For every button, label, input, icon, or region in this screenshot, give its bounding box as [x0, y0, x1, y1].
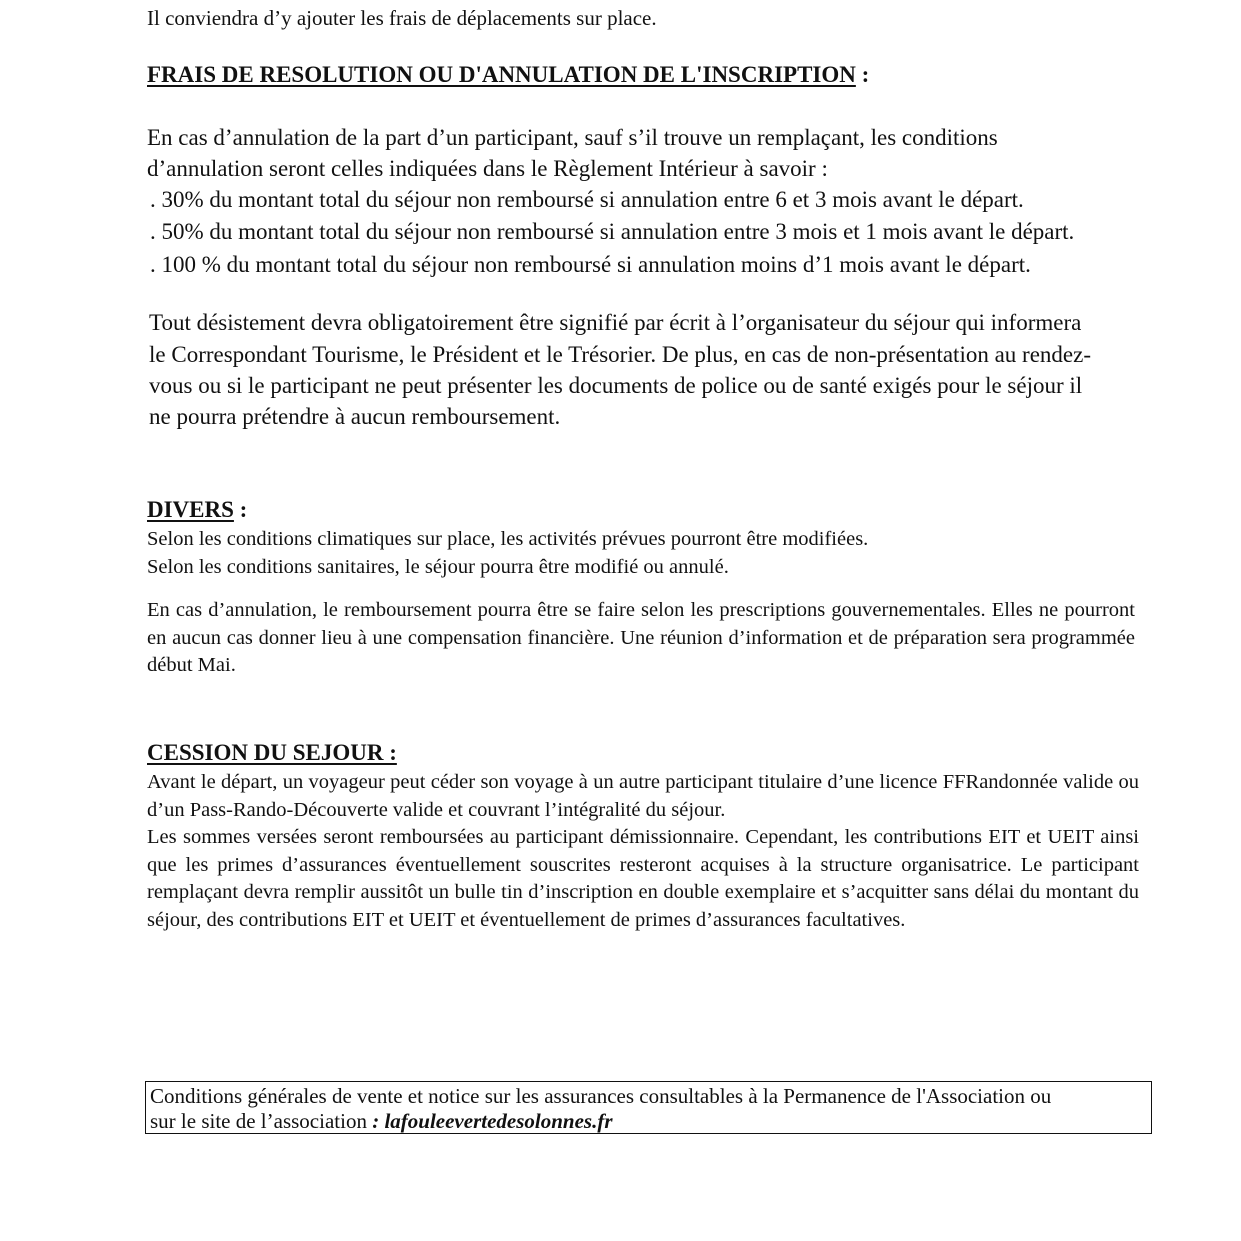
- desistement-line-4: ne pourra prétendre à aucun remboursement.: [149, 404, 561, 429]
- heading-annulation: [147, 61, 869, 89]
- heading-divers: [147, 496, 247, 524]
- cession-paragraph-1: Avant le départ, un voyageur peut céder son voyage à un autre participant titulaire d’une licence FFRandonnée valide ou d’un Pass-Rando-Découverte valide et couvrant l’intégralité du séjour.: [147, 771, 1139, 821]
- heading-divers-suffix: :: [233, 497, 248, 522]
- cession-paragraph-2: Les sommes versées seront remboursées au participant démissionnaire. Cependant, les contributions EIT et UEIT ainsi que les primes d’assurances éventuellement souscrites resteront acquises à la structure organisatrice. Le participant remplaçant devra remplir aussitôt un bulle tin d’inscription en double exemplaire et s’acquitter sans délai du montant du séjour, des contributions EIT et UEIT et éventuellement de primes d’assurances facultatives.: [147, 826, 1139, 931]
- heading-annulation-suffix: :: [855, 62, 870, 87]
- heading-cession: [147, 739, 397, 767]
- notice-line-2-prefix: sur le site de l’association: [150, 1109, 367, 1133]
- intro-travel-costs-line: Il conviendra d’y ajouter les frais de déplacements sur place.: [147, 6, 657, 30]
- desistement-line-2: le Correspondant Tourisme, le Président et le Trésorier. De plus, en cas de non-présentation au rendez-: [149, 342, 1091, 367]
- notice-line-2: [150, 1109, 1151, 1134]
- divers-sanitaire-line: Selon les conditions sanitaires, le séjour pourra être modifié ou annulé.: [147, 556, 729, 578]
- annulation-item-30: . 30% du montant total du séjour non remboursé si annulation entre 6 et 3 mois avant le départ.: [150, 187, 1024, 212]
- annulation-intro-line-1: En cas d’annulation de la part d’un participant, sauf s’il trouve un remplaçant, les conditions: [147, 125, 998, 150]
- association-website[interactable]: : lafouleevertedesolonnes.fr: [366, 1109, 613, 1133]
- desistement-line-3: vous ou si le participant ne peut présenter les documents de police ou de santé exigés pour le séjour il: [149, 373, 1083, 398]
- heading-annulation-title: FRAIS DE RESOLUTION OU D'ANNULATION DE L'INSCRIPTION: [147, 62, 856, 87]
- heading-cession-title: CESSION DU SEJOUR :: [147, 740, 397, 765]
- notice-line-1: Conditions générales de vente et notice sur les assurances consultables à la Permanence de l'Association ou: [150, 1084, 1052, 1108]
- annulation-item-100: . 100 % du montant total du séjour non remboursé si annulation moins d’1 mois avant le départ.: [150, 252, 1031, 277]
- annulation-intro-line-2: d’annulation seront celles indiquées dans le Règlement Intérieur à savoir :: [147, 156, 828, 181]
- divers-climat-line: Selon les conditions climatiques sur place, les activités prévues pourront être modifiées.: [147, 528, 869, 550]
- divers-remboursement-paragraph: En cas d’annulation, le remboursement pourra être se faire selon les prescriptions gouvernementales. Elles ne pourront en aucun cas donner lieu à une compensation financière. Une réunion d’information et de préparation sera programmée début Mai.: [147, 599, 1135, 676]
- conditions-notice-box: [145, 1081, 1152, 1134]
- annulation-item-50: . 50% du montant total du séjour non remboursé si annulation entre 3 mois et 1 mois avant le départ.: [150, 219, 1075, 244]
- heading-divers-title: DIVERS: [147, 497, 234, 522]
- desistement-line-1: Tout désistement devra obligatoirement être signifié par écrit à l’organisateur du séjour qui informera: [149, 310, 1082, 335]
